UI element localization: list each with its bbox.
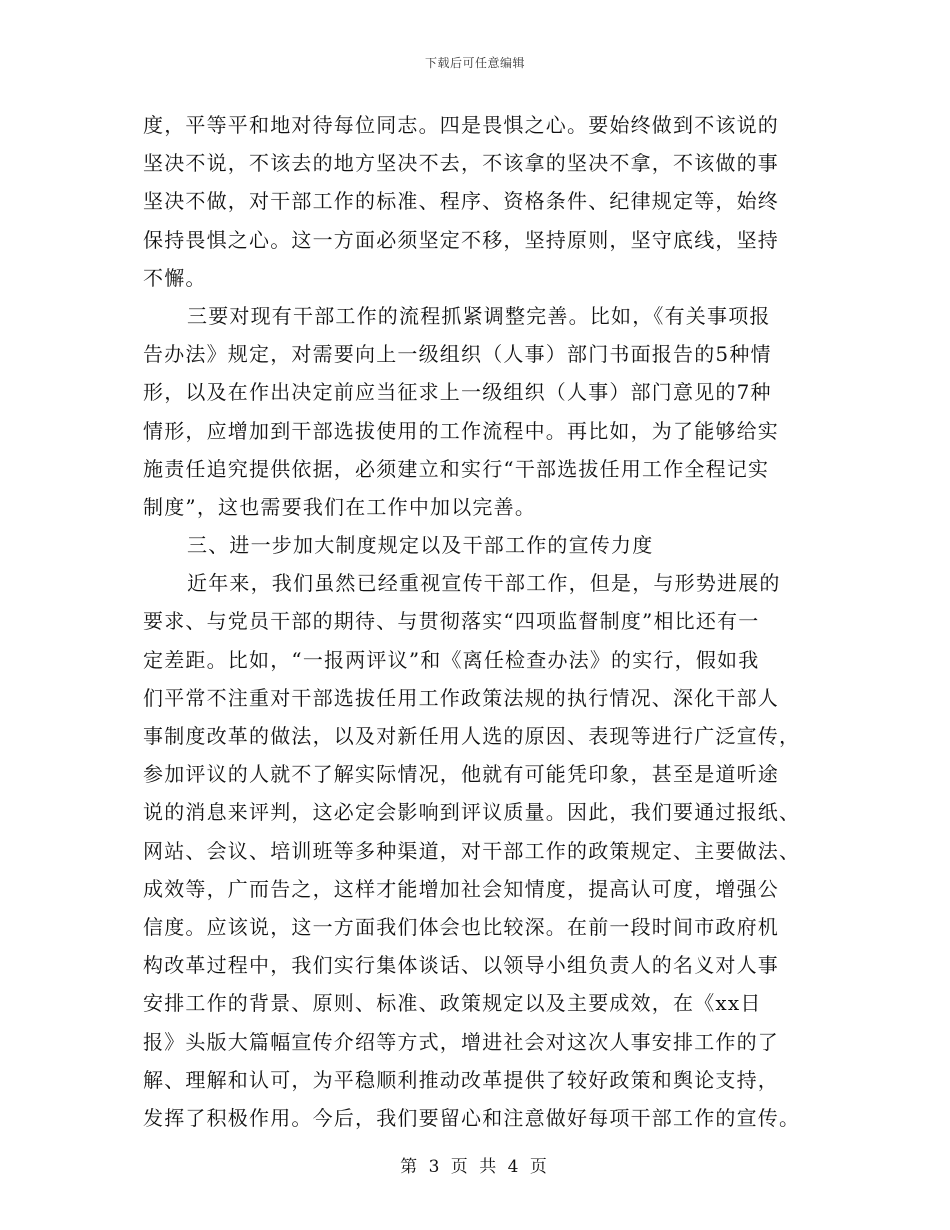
text-line: 解、理解和认可，为平稳顺利推动改革提供了较好政策和舆论支持，	[143, 1067, 779, 1092]
text-line: 近年来，我们虽然已经重视宣传干部工作，但是，与形势进展的	[187, 571, 781, 596]
text-line: 们平常不注重对干部选拔任用工作政策法规的执行情况、深化干部人	[143, 685, 779, 710]
text-line: 构改革过程中，我们实行集体谈话、以领导小组负责人的名义对人事	[143, 953, 779, 978]
text-line: 情形，应增加到干部选拔使用的工作流程中。再比如，为了能够给实	[143, 418, 779, 443]
text-line: 不懈。	[143, 265, 207, 290]
text-line: 形，以及在作出决定前应当征求上一级组织（人事）部门意见的7种	[143, 380, 772, 405]
text-line: 安排工作的背景、原则、标准、政策规定以及主要成效，在《xx日	[143, 991, 762, 1016]
text-line: 保持畏惧之心。这一方面必须坚定不移，坚持原则，坚守底线，坚持	[143, 227, 779, 252]
text-line: 施责任追究提供依据，必须建立和实行“干部选拔任用工作全程记实	[143, 456, 770, 481]
text-line: 成效等，广而告之，这样才能增加社会知情度，提高认可度，增强公	[143, 876, 779, 901]
text-line: 制度”，这也需要我们在工作中加以完善。	[143, 494, 537, 519]
text-line: 参加评议的人就不了解实际情况，他就有可能凭印象，甚至是道听途	[143, 762, 779, 787]
text-line: 要求、与党员干部的期待、与贯彻落实“四项监督制度”相比还有一	[143, 609, 760, 634]
text-line: 坚决不说，不该去的地方坚决不去，不该拿的坚决不拿，不该做的事	[143, 151, 779, 176]
page-header-note: 下载后可任意编辑	[424, 56, 525, 70]
text-line: 说的消息来评判，这必定会影响到评议质量。因此，我们要通过报纸、	[143, 800, 801, 825]
text-line: 三、进一步加大制度规定以及干部工作的宣传力度	[187, 533, 654, 558]
text-line: 事制度改革的做法，以及对新任用人选的原因、表现等进行广泛宣传，	[143, 724, 801, 748]
text-line: 发挥了积极作用。今后，我们要留心和注意做好每项干部工作的宣传。	[143, 1105, 801, 1130]
document-body	[143, 106, 807, 1137]
page-number-footer: 第 3 页 共 4 页	[400, 1157, 550, 1177]
text-line: 度，平等平和地对待每位同志。四是畏惧之心。要始终做到不该说的	[143, 113, 779, 137]
text-line: 坚决不做，对干部工作的标准、程序、资格条件、纪律规定等，始终	[143, 189, 779, 214]
text-line: 报》头版大篇幅宣传介绍等方式，增进社会对这次人事安排工作的了	[143, 1029, 779, 1054]
text-line: 定差距。比如，“一报两评议”和《离任检查办法》的实行，假如我	[143, 647, 760, 672]
text-line: 信度。应该说，这一方面我们体会也比较深。在前一段时间市政府机	[143, 914, 779, 939]
text-line: 网站、会议、培训班等多种渠道，对干部工作的政策规定、主要做法、	[143, 838, 801, 863]
text-line: 三要对现有干部工作的流程抓紧调整完善。比如，《有关事项报	[187, 303, 771, 328]
text-line: 告办法》规定，对需要向上一级组织（人事）部门书面报告的5种情	[143, 342, 772, 367]
